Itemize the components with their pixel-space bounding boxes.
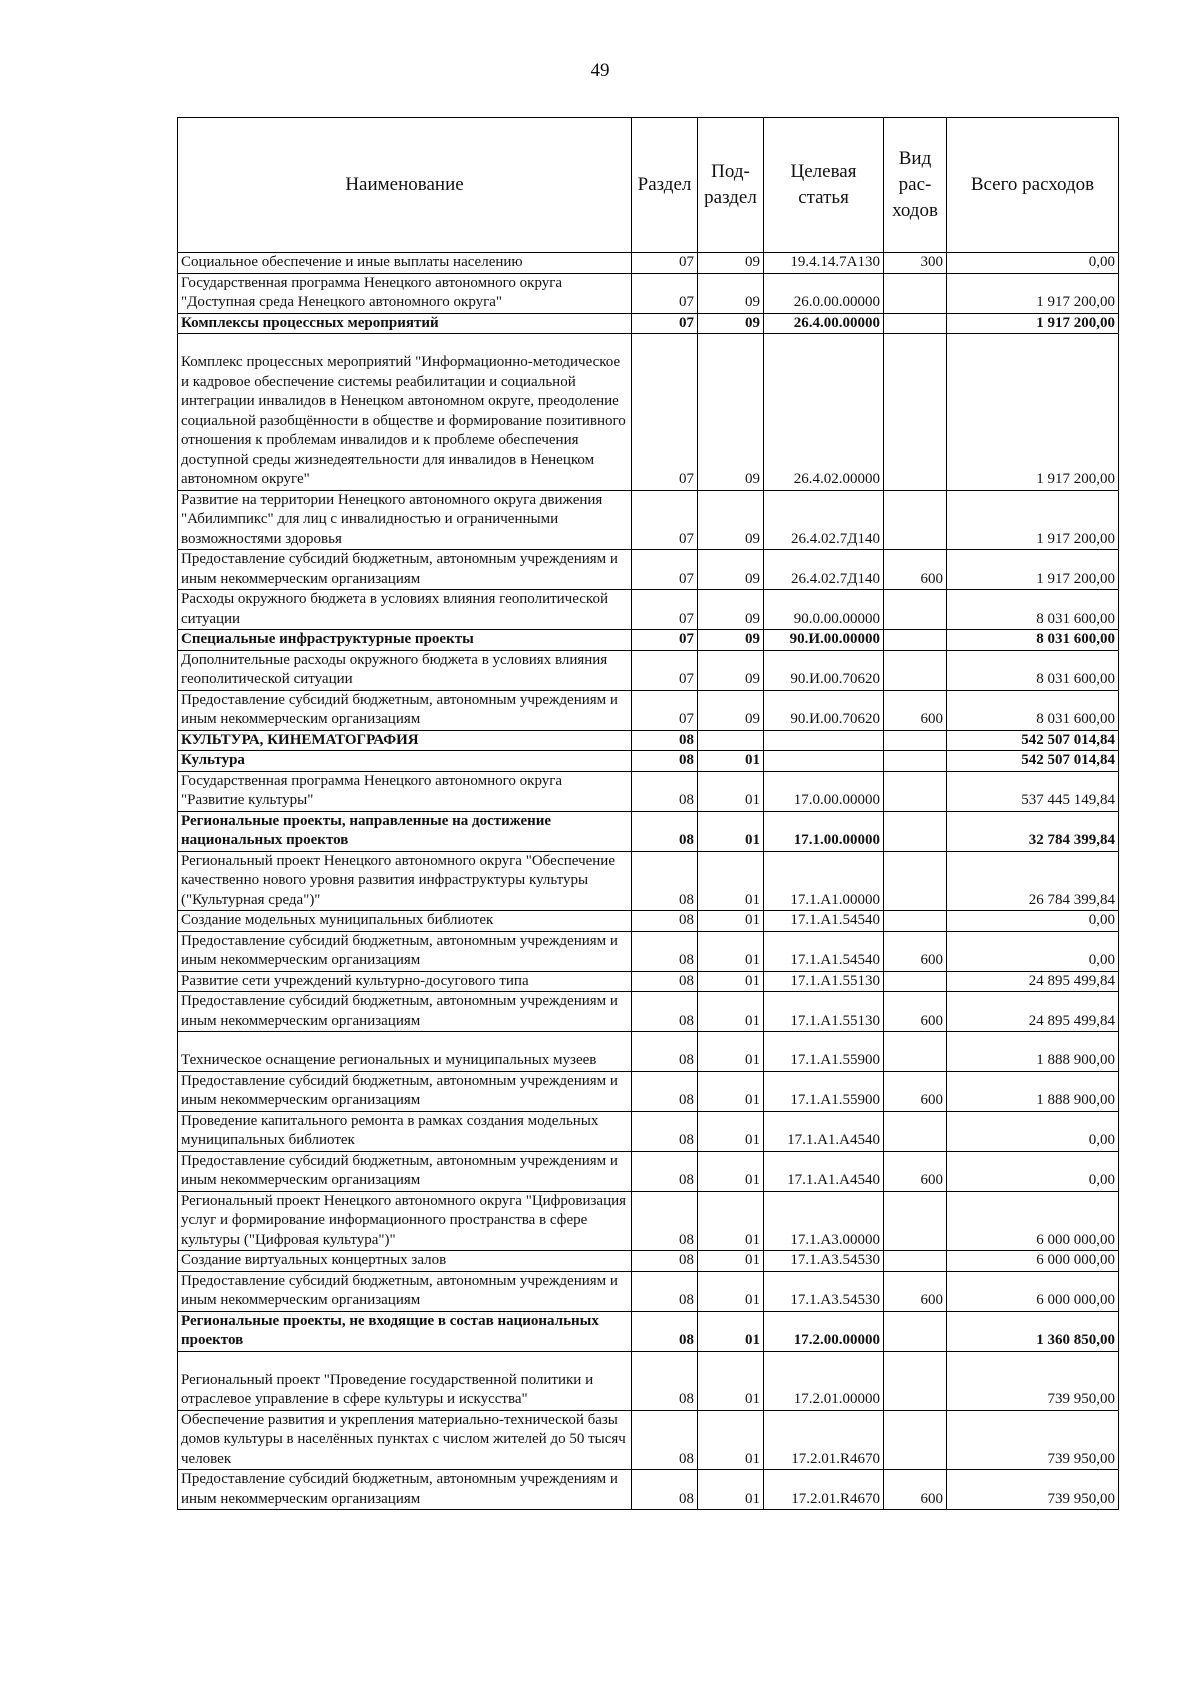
row-article: 17.1.А1.55130 bbox=[764, 971, 884, 992]
row-total: 24 895 499,84 bbox=[947, 992, 1119, 1032]
row-subsection: 09 bbox=[698, 650, 764, 690]
row-name: КУЛЬТУРА, КИНЕМАТОГРАФИЯ bbox=[178, 730, 632, 751]
row-name: Специальные инфраструктурные проекты bbox=[178, 630, 632, 651]
row-name: Предоставление субсидий бюджетным, автономным учреждениям и иным некоммерческим организациям bbox=[178, 550, 632, 590]
row-article: 17.2.01.00000 bbox=[764, 1351, 884, 1410]
header-section: Раздел bbox=[632, 118, 698, 253]
table-row bbox=[178, 1351, 1119, 1410]
row-total: 26 784 399,84 bbox=[947, 851, 1119, 911]
row-subsection: 01 bbox=[698, 751, 764, 772]
row-expense-type bbox=[884, 630, 947, 651]
row-section: 08 bbox=[632, 1151, 698, 1191]
row-total: 0,00 bbox=[947, 1111, 1119, 1151]
table-row bbox=[178, 1032, 1119, 1072]
table-row bbox=[178, 1191, 1119, 1251]
row-total: 1 917 200,00 bbox=[947, 550, 1119, 590]
row-subsection: 09 bbox=[698, 334, 764, 491]
row-name: Дополнительные расходы окружного бюджета в условиях влияния геополитической ситуации bbox=[178, 650, 632, 690]
table-body bbox=[178, 253, 1119, 1510]
table-row bbox=[178, 851, 1119, 911]
table-row bbox=[178, 931, 1119, 971]
row-expense-type bbox=[884, 911, 947, 932]
row-section: 07 bbox=[632, 690, 698, 730]
table-row bbox=[178, 253, 1119, 274]
row-subsection: 01 bbox=[698, 1191, 764, 1251]
row-name: Предоставление субсидий бюджетным, автономным учреждениям и иным некоммерческим организациям bbox=[178, 992, 632, 1032]
row-section: 08 bbox=[632, 931, 698, 971]
row-expense-type bbox=[884, 1351, 947, 1410]
row-article: 17.2.01.R4670 bbox=[764, 1410, 884, 1470]
row-subsection: 09 bbox=[698, 273, 764, 313]
row-name: Региональный проект "Проведение государственной политики и отраслевое управление в сфере культуры и искусства" bbox=[178, 1351, 632, 1410]
table-row bbox=[178, 490, 1119, 550]
row-subsection bbox=[698, 730, 764, 751]
row-article: 26.0.00.00000 bbox=[764, 273, 884, 313]
row-total: 0,00 bbox=[947, 931, 1119, 971]
row-subsection: 01 bbox=[698, 1251, 764, 1272]
row-section: 07 bbox=[632, 313, 698, 334]
table-row bbox=[178, 650, 1119, 690]
table-row bbox=[178, 590, 1119, 630]
row-section: 08 bbox=[632, 1191, 698, 1251]
row-subsection: 09 bbox=[698, 490, 764, 550]
row-expense-type: 600 bbox=[884, 992, 947, 1032]
row-subsection: 09 bbox=[698, 550, 764, 590]
table-row bbox=[178, 730, 1119, 751]
row-subsection: 01 bbox=[698, 1111, 764, 1151]
header-total: Всего расходов bbox=[947, 118, 1119, 253]
row-expense-type: 600 bbox=[884, 931, 947, 971]
row-total: 1 917 200,00 bbox=[947, 273, 1119, 313]
row-total: 542 507 014,84 bbox=[947, 751, 1119, 772]
row-article: 17.1.А1.А4540 bbox=[764, 1111, 884, 1151]
row-section: 08 bbox=[632, 971, 698, 992]
row-article: 17.2.01.R4670 bbox=[764, 1470, 884, 1510]
row-section: 07 bbox=[632, 334, 698, 491]
row-expense-type bbox=[884, 490, 947, 550]
row-expense-type bbox=[884, 971, 947, 992]
row-total: 1 917 200,00 bbox=[947, 334, 1119, 491]
row-name: Региональные проекты, не входящие в состав национальных проектов bbox=[178, 1311, 632, 1351]
row-total: 24 895 499,84 bbox=[947, 971, 1119, 992]
row-total: 32 784 399,84 bbox=[947, 811, 1119, 851]
table-row bbox=[178, 1111, 1119, 1151]
row-expense-type bbox=[884, 590, 947, 630]
row-total: 6 000 000,00 bbox=[947, 1251, 1119, 1272]
row-expense-type bbox=[884, 811, 947, 851]
row-article: 26.4.02.7Д140 bbox=[764, 550, 884, 590]
row-subsection: 01 bbox=[698, 931, 764, 971]
row-section: 08 bbox=[632, 992, 698, 1032]
row-expense-type bbox=[884, 273, 947, 313]
row-name: Предоставление субсидий бюджетным, автономным учреждениям и иным некоммерческим организациям bbox=[178, 1071, 632, 1111]
row-article: 17.1.А1.55130 bbox=[764, 992, 884, 1032]
row-expense-type bbox=[884, 313, 947, 334]
row-article bbox=[764, 730, 884, 751]
table-row bbox=[178, 273, 1119, 313]
row-section: 08 bbox=[632, 751, 698, 772]
row-name: Обеспечение развития и укрепления материально-технической базы домов культуры в населённых пунктах с числом жителей до 50 тысяч человек bbox=[178, 1410, 632, 1470]
row-total: 8 031 600,00 bbox=[947, 630, 1119, 651]
row-section: 08 bbox=[632, 911, 698, 932]
table-row bbox=[178, 911, 1119, 932]
row-total: 8 031 600,00 bbox=[947, 690, 1119, 730]
row-subsection: 09 bbox=[698, 313, 764, 334]
row-expense-type bbox=[884, 1311, 947, 1351]
row-expense-type bbox=[884, 771, 947, 811]
row-article: 90.И.00.00000 bbox=[764, 630, 884, 651]
table-row bbox=[178, 811, 1119, 851]
row-name: Развитие на территории Ненецкого автономного округа движения "Абилимпикс" для лиц с инвалидностью и ограниченными возможностями здоровья bbox=[178, 490, 632, 550]
row-article: 90.И.00.70620 bbox=[764, 650, 884, 690]
header-expense-type: Вид рас- ходов bbox=[884, 118, 947, 253]
row-name: Культура bbox=[178, 751, 632, 772]
row-expense-type bbox=[884, 1251, 947, 1272]
table-row bbox=[178, 971, 1119, 992]
row-subsection: 01 bbox=[698, 971, 764, 992]
row-name: Техническое оснащение региональных и муниципальных музеев bbox=[178, 1032, 632, 1072]
row-subsection: 01 bbox=[698, 1271, 764, 1311]
row-name: Региональный проект Ненецкого автономного округа "Цифровизация услуг и формирование информационного пространства в сфере культуры ("Цифровая культура")" bbox=[178, 1191, 632, 1251]
row-subsection: 01 bbox=[698, 1032, 764, 1072]
row-section: 07 bbox=[632, 650, 698, 690]
row-total: 6 000 000,00 bbox=[947, 1271, 1119, 1311]
row-total: 1 917 200,00 bbox=[947, 490, 1119, 550]
row-article: 26.4.00.00000 bbox=[764, 313, 884, 334]
header-target-article: Целевая статья bbox=[764, 118, 884, 253]
row-article: 17.1.А3.00000 bbox=[764, 1191, 884, 1251]
page-number: 49 bbox=[590, 60, 610, 81]
row-expense-type bbox=[884, 751, 947, 772]
row-section: 08 bbox=[632, 1251, 698, 1272]
table-row bbox=[178, 1470, 1119, 1510]
row-subsection: 09 bbox=[698, 253, 764, 274]
row-expense-type: 600 bbox=[884, 550, 947, 590]
row-subsection: 01 bbox=[698, 1470, 764, 1510]
row-name: Предоставление субсидий бюджетным, автономным учреждениям и иным некоммерческим организациям bbox=[178, 1151, 632, 1191]
row-section: 08 bbox=[632, 1351, 698, 1410]
row-total: 0,00 bbox=[947, 911, 1119, 932]
row-total: 1 888 900,00 bbox=[947, 1032, 1119, 1072]
row-expense-type: 600 bbox=[884, 690, 947, 730]
row-expense-type bbox=[884, 650, 947, 690]
row-expense-type bbox=[884, 1032, 947, 1072]
row-article: 90.И.00.70620 bbox=[764, 690, 884, 730]
row-total: 739 950,00 bbox=[947, 1351, 1119, 1410]
row-name: Предоставление субсидий бюджетным, автономным учреждениям и иным некоммерческим организациям bbox=[178, 1470, 632, 1510]
row-name: Предоставление субсидий бюджетным, автономным учреждениям и иным некоммерческим организациям bbox=[178, 1271, 632, 1311]
row-article: 17.0.00.00000 bbox=[764, 771, 884, 811]
table-row bbox=[178, 334, 1119, 491]
table-row bbox=[178, 690, 1119, 730]
row-subsection: 01 bbox=[698, 992, 764, 1032]
row-section: 08 bbox=[632, 1271, 698, 1311]
table-row bbox=[178, 1271, 1119, 1311]
row-name: Региональные проекты, направленные на достижение национальных проектов bbox=[178, 811, 632, 851]
row-section: 08 bbox=[632, 811, 698, 851]
row-section: 08 bbox=[632, 1410, 698, 1470]
row-name: Предоставление субсидий бюджетным, автономным учреждениям и иным некоммерческим организациям bbox=[178, 931, 632, 971]
row-article: 17.2.00.00000 bbox=[764, 1311, 884, 1351]
row-expense-type: 600 bbox=[884, 1470, 947, 1510]
row-total: 6 000 000,00 bbox=[947, 1191, 1119, 1251]
row-total: 1 360 850,00 bbox=[947, 1311, 1119, 1351]
row-expense-type bbox=[884, 730, 947, 751]
row-name: Проведение капитального ремонта в рамках создания модельных муниципальных библиотек bbox=[178, 1111, 632, 1151]
row-article: 17.1.А1.54540 bbox=[764, 911, 884, 932]
row-name: Предоставление субсидий бюджетным, автономным учреждениям и иным некоммерческим организациям bbox=[178, 690, 632, 730]
row-total: 1 888 900,00 bbox=[947, 1071, 1119, 1111]
row-section: 07 bbox=[632, 550, 698, 590]
row-article bbox=[764, 751, 884, 772]
row-article: 17.1.А1.55900 bbox=[764, 1071, 884, 1111]
row-total: 1 917 200,00 bbox=[947, 313, 1119, 334]
row-name: Социальное обеспечение и иные выплаты населению bbox=[178, 253, 632, 274]
table-row bbox=[178, 630, 1119, 651]
row-subsection: 01 bbox=[698, 1151, 764, 1191]
row-subsection: 01 bbox=[698, 1410, 764, 1470]
row-total: 537 445 149,84 bbox=[947, 771, 1119, 811]
row-name: Государственная программа Ненецкого автономного округа "Развитие культуры" bbox=[178, 771, 632, 811]
row-section: 08 bbox=[632, 1311, 698, 1351]
table-row bbox=[178, 751, 1119, 772]
table-row bbox=[178, 1251, 1119, 1272]
table-row bbox=[178, 1311, 1119, 1351]
row-name: Развитие сети учреждений культурно-досугового типа bbox=[178, 971, 632, 992]
row-name: Комплексы процессных мероприятий bbox=[178, 313, 632, 334]
row-subsection: 01 bbox=[698, 771, 764, 811]
row-section: 07 bbox=[632, 590, 698, 630]
row-expense-type bbox=[884, 1111, 947, 1151]
row-expense-type bbox=[884, 1191, 947, 1251]
row-subsection: 01 bbox=[698, 1311, 764, 1351]
row-subsection: 09 bbox=[698, 590, 764, 630]
row-name: Государственная программа Ненецкого автономного округа "Доступная среда Ненецкого автономного округа" bbox=[178, 273, 632, 313]
table-row bbox=[178, 550, 1119, 590]
header-row bbox=[178, 118, 1119, 253]
row-section: 08 bbox=[632, 1111, 698, 1151]
row-subsection: 09 bbox=[698, 690, 764, 730]
row-article: 17.1.А1.55900 bbox=[764, 1032, 884, 1072]
header-subsection: Под- раздел bbox=[698, 118, 764, 253]
row-section: 08 bbox=[632, 1071, 698, 1111]
row-article: 17.1.А3.54530 bbox=[764, 1251, 884, 1272]
row-subsection: 01 bbox=[698, 1351, 764, 1410]
row-subsection: 01 bbox=[698, 1071, 764, 1111]
table-row bbox=[178, 1151, 1119, 1191]
row-name: Комплекс процессных мероприятий "Информационно-методическое и кадровое обеспечение системы реабилитации и социальной интеграции инвалидов в Ненецком автономном округе, преодоление социальной разобщённости в обществе и формирование позитивного отношения к проблемам инвалидов и к проблеме обеспечения доступной среды жизнедеятельности для инвалидов в Ненецком автономном округе" bbox=[178, 334, 632, 491]
row-expense-type: 600 bbox=[884, 1271, 947, 1311]
table-row bbox=[178, 1410, 1119, 1470]
row-total: 542 507 014,84 bbox=[947, 730, 1119, 751]
row-subsection: 01 bbox=[698, 811, 764, 851]
row-expense-type bbox=[884, 851, 947, 911]
row-section: 07 bbox=[632, 490, 698, 550]
row-article: 17.1.А3.54530 bbox=[764, 1271, 884, 1311]
row-total: 739 950,00 bbox=[947, 1470, 1119, 1510]
row-article: 26.4.02.00000 bbox=[764, 334, 884, 491]
row-section: 07 bbox=[632, 630, 698, 651]
row-expense-type: 600 bbox=[884, 1151, 947, 1191]
row-total: 8 031 600,00 bbox=[947, 650, 1119, 690]
table-row bbox=[178, 992, 1119, 1032]
row-name: Расходы окружного бюджета в условиях влияния геополитической ситуации bbox=[178, 590, 632, 630]
row-article: 17.1.А1.54540 bbox=[764, 931, 884, 971]
row-section: 08 bbox=[632, 730, 698, 751]
row-article: 19.4.14.7А130 bbox=[764, 253, 884, 274]
row-article: 17.1.А1.00000 bbox=[764, 851, 884, 911]
row-section: 07 bbox=[632, 273, 698, 313]
row-subsection: 01 bbox=[698, 911, 764, 932]
row-name: Создание модельных муниципальных библиотек bbox=[178, 911, 632, 932]
row-expense-type bbox=[884, 334, 947, 491]
row-name: Создание виртуальных концертных залов bbox=[178, 1251, 632, 1272]
row-expense-type: 300 bbox=[884, 253, 947, 274]
row-expense-type bbox=[884, 1410, 947, 1470]
row-total: 739 950,00 bbox=[947, 1410, 1119, 1470]
row-total: 0,00 bbox=[947, 1151, 1119, 1191]
row-section: 08 bbox=[632, 771, 698, 811]
row-total: 8 031 600,00 bbox=[947, 590, 1119, 630]
header-name: Наименование bbox=[178, 118, 632, 253]
row-subsection: 01 bbox=[698, 851, 764, 911]
row-article: 17.1.А1.А4540 bbox=[764, 1151, 884, 1191]
row-expense-type: 600 bbox=[884, 1071, 947, 1111]
row-section: 07 bbox=[632, 253, 698, 274]
row-section: 08 bbox=[632, 851, 698, 911]
row-article: 90.0.00.00000 bbox=[764, 590, 884, 630]
row-subsection: 09 bbox=[698, 630, 764, 651]
budget-table bbox=[177, 117, 1119, 1510]
table-row bbox=[178, 771, 1119, 811]
row-name: Региональный проект Ненецкого автономного округа "Обеспечение качественно нового уровня развития инфраструктуры культуры ("Культурная среда")" bbox=[178, 851, 632, 911]
row-article: 17.1.00.00000 bbox=[764, 811, 884, 851]
table-row bbox=[178, 1071, 1119, 1111]
row-article: 26.4.02.7Д140 bbox=[764, 490, 884, 550]
row-total: 0,00 bbox=[947, 253, 1119, 274]
row-section: 08 bbox=[632, 1470, 698, 1510]
row-section: 08 bbox=[632, 1032, 698, 1072]
table-row bbox=[178, 313, 1119, 334]
